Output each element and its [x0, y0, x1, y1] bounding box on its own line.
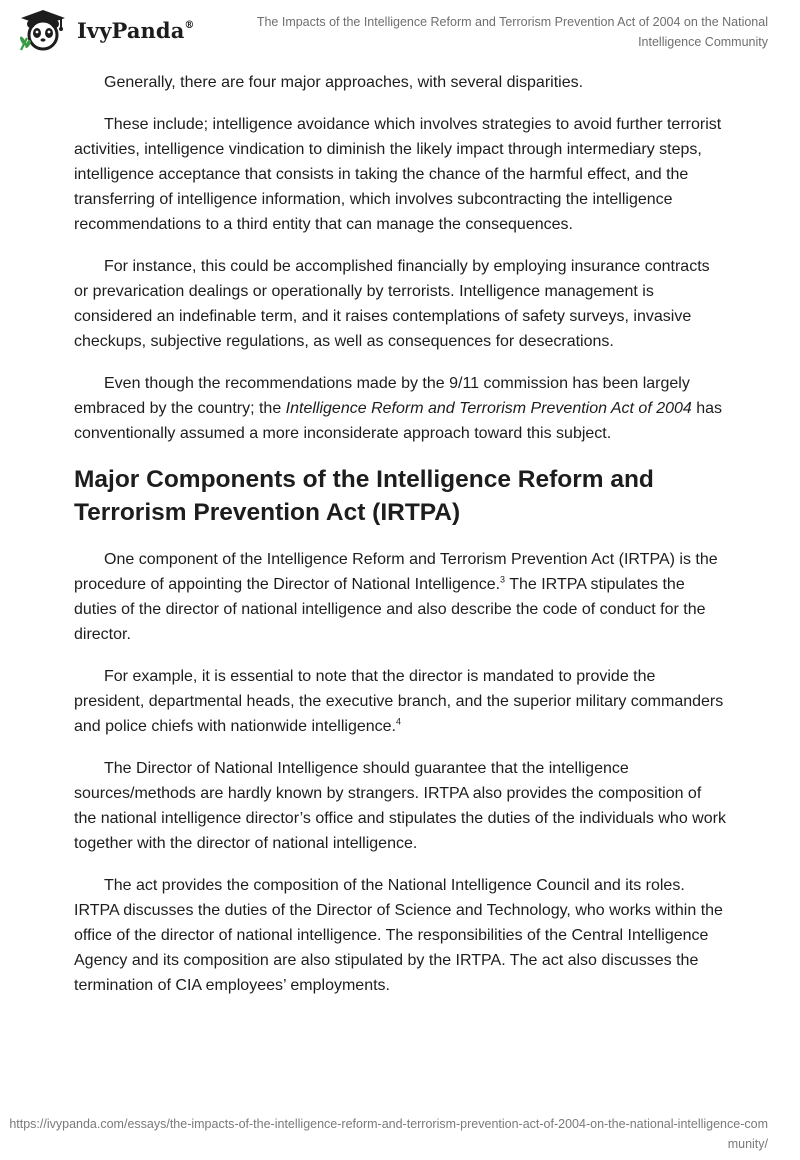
paragraph: These include; intelligence avoidance which involves strategies to avoid further terrorist activities, intelligence vindication to diminish the likely impact through intermediary steps, intelligence acceptance that consists in taking the chance of the harmful effect, and the transferring of intelligence information, which involves subcontracting the intelligence recommendations to a third entity that can manage the consequences.: [74, 116, 722, 233]
source-url[interactable]: https://ivypanda.com/essays/the-impacts-of-the-intelligence-reform-and-terrorism-prevention-act-of-2004-on-the-national-intelligence-community/: [9, 1117, 768, 1151]
paragraph: The Director of National Intelligence should guarantee that the intelligence sources/methods are hardly known by strangers. IRTPA also provides the composition of the national intelligence director’s office and stipulates the duties of the individuals who work together with the director of national intelligence.: [74, 760, 726, 852]
paragraph: For example, it is essential to note that the director is mandated to provide the president, departmental heads, the executive branch, and the superior military commanders and police chiefs with nationwide intelligence.$^4$: [74, 668, 724, 735]
footnote-ref[interactable]: 4: [395, 716, 401, 727]
paragraph: Even though the recommendations made by the 9/11 commission has been largely embraced by the country; the Intelligence Reform and Terrorism Prevention Act of 2004 has conventionally assumed a more inconsiderate approach toward this subject.: [74, 375, 723, 442]
panda-logo-icon: [15, 8, 71, 52]
logo-text: IvyPanda®: [77, 17, 195, 43]
footnote-ref[interactable]: 3: [500, 574, 506, 585]
ivypanda-logo[interactable]: [15, 8, 195, 52]
article-body: [74, 70, 726, 1015]
page-header: [0, 0, 800, 64]
paragraph: The act provides the composition of the National Intelligence Council and its roles. IRTPA discusses the duties of the Director of Science and Technology, who works within the office of the director of national intelligence. The responsibilities of the Central Intelligence Agency and its composition are also stipulated by the IRTPA. The act also discusses the termination of CIA employees’ employments.: [74, 877, 723, 994]
section-heading: Major Components of the Intelligence Reform and Terrorism Prevention Act (IRTPA): [74, 466, 654, 526]
paragraph: Generally, there are four major approaches, with several disparities.: [104, 74, 584, 91]
act-title-italic: Intelligence Reform and Terrorism Prevention Act of 2004: [285, 400, 692, 417]
paragraph: For instance, this could be accomplished financially by employing insurance contracts or prevarication dealings or operationally by terrorists. Intelligence management is considered an indefinable term, and it raises contemplations of safety surveys, invasive checkups, subjective regulations, as well as consequences for desecrations.: [74, 258, 710, 350]
paragraph: One component of the Intelligence Reform and Terrorism Prevention Act (IRTPA) is the procedure of appointing the Director of National Intelligence.$^3$ The IRTPA stipulates the duties of the director of national intelligence and also describe the code of conduct for the director.: [74, 551, 718, 643]
document-title: The Impacts of the Intelligence Reform and Terrorism Prevention Act of 2004 on the National Intelligence Community: [256, 15, 768, 49]
